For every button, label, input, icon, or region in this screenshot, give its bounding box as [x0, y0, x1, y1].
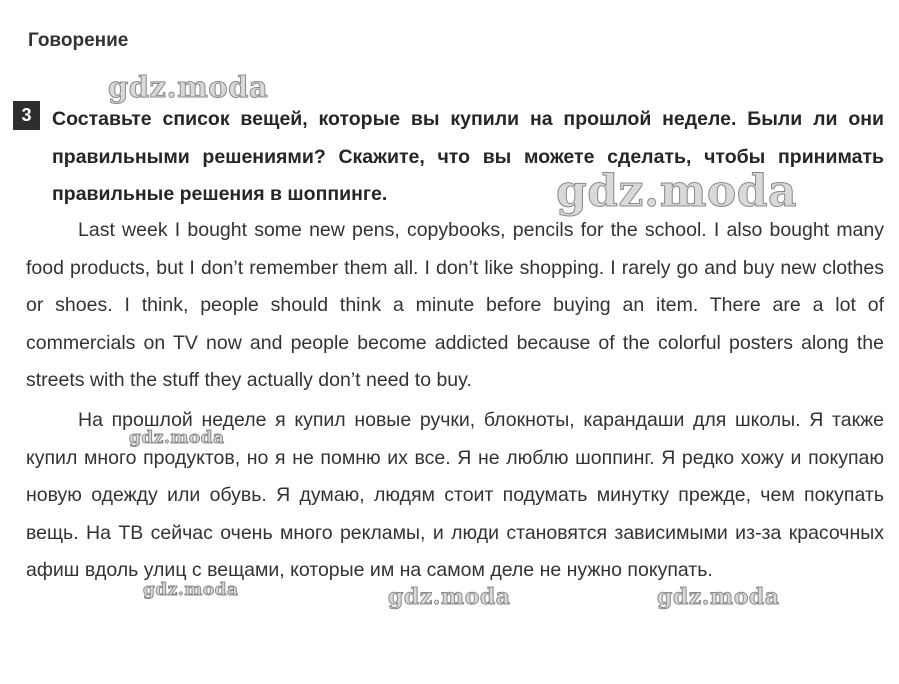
watermark-logo: gdz.moda — [108, 70, 269, 104]
task-prompt: Составьте список вещей, которые вы купили на прошлой неделе. Были ли они правильными решениями? Скажите, что вы можете сделать, чтобы принимать правильные решения в шоппинге. — [52, 108, 884, 205]
watermark-logo: gdz.moda — [388, 584, 511, 610]
watermark-logo: gdz.moda — [143, 580, 239, 600]
answer-english-paragraph: Last week I bought some new pens, copybooks, pencils for the school. I also bought many food products, but I don’t remember them all. I don’t like shopping. I rarely go and buy new clothes or shoes. I think, people should think a minute before buying an item. There are a lot of commercials on TV now and people become addicted because of the colorful posters along the streets with the stuff they actually don’t need to buy. — [26, 219, 884, 392]
section-title: Говорение — [28, 30, 129, 51]
task-number-badge: 3 — [13, 101, 40, 130]
watermark-logo: gdz.moda — [556, 166, 798, 217]
watermark-logo: gdz.moda — [657, 584, 780, 610]
watermark-logo: gdz.moda — [129, 428, 225, 448]
answer-russian-paragraph: На прошлой неделе я купил новые ручки, блокноты, карандаши для школы. Я также купил много продуктов, но я не помню их все. Я не люблю шоппинг. Я редко хожу и покупаю новую одежду или обувь. Я думаю, людям стоит подумать минутку прежде, чем покупать вещь. На ТВ сейчас очень много рекламы, и люди становятся зависимыми из-за красочных афиш вдоль улиц с вещами, которые им на самом деле не нужно покупать. — [26, 409, 884, 582]
